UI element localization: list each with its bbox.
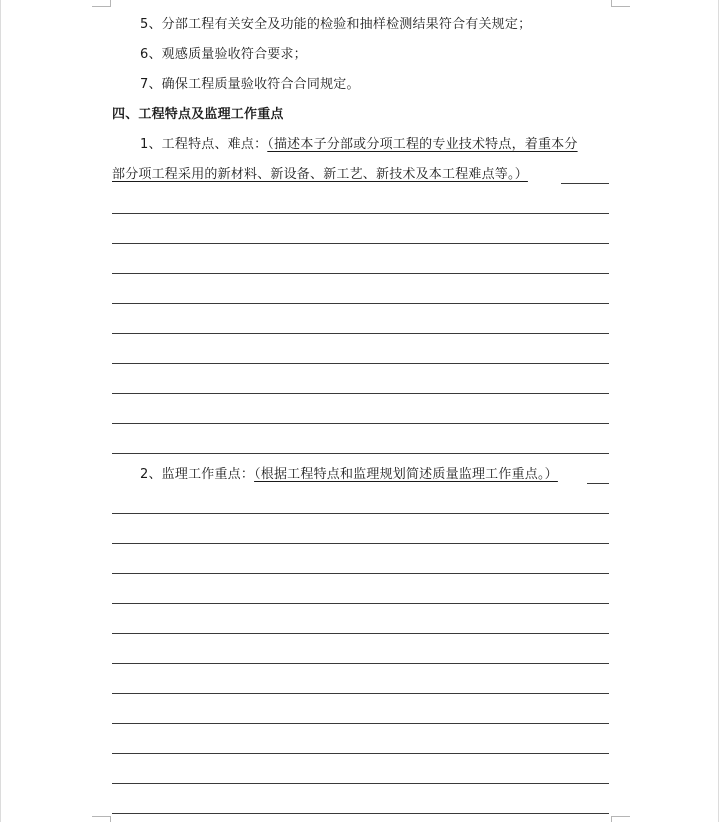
fill-line[interactable] [112,213,609,214]
point-2-line [140,465,558,485]
fill-line[interactable] [112,633,609,634]
fill-line[interactable] [112,753,609,754]
list-item-5: 5、分部工程有关安全及功能的检验和抽样检测结果符合有关规定； [140,17,532,32]
list-item-6: 6、观感质量验收符合要求； [140,47,307,62]
section-heading: 四、工程特点及监理工作重点 [112,107,284,122]
fill-line[interactable] [112,693,609,694]
fill-line [561,183,609,184]
fill-line[interactable] [112,273,609,274]
crop-mark-bottom-right [611,816,612,822]
fill-line[interactable] [112,813,609,814]
fill-line[interactable] [112,393,609,394]
fill-line[interactable] [112,513,609,514]
point-2-hint: （根据工程特点和监理规划简述质量监理工作重点。） [254,467,558,482]
fill-line[interactable] [112,453,609,454]
fill-line[interactable] [112,423,609,424]
point-1-hint-line-1: （描述本子分部或分项工程的专业技术特点，着重本分 [267,137,578,152]
fill-line[interactable] [112,543,609,544]
point-2-label: 2、监理工作重点： [140,467,255,482]
fill-line[interactable] [112,783,609,784]
crop-mark-top-left [92,6,110,7]
fill-line[interactable] [112,663,609,664]
crop-mark-top-right [612,6,630,7]
fill-line[interactable] [112,363,609,364]
fill-line[interactable] [112,603,609,604]
fill-line[interactable] [112,243,609,244]
crop-mark-bottom-right [612,816,630,817]
crop-mark-bottom-left [110,816,111,822]
fill-line[interactable] [112,303,609,304]
crop-mark-top-left [110,0,111,7]
point-1-label: 1、工程特点、难点： [140,137,268,152]
fill-line[interactable] [112,723,609,724]
list-item-7: 7、确保工程质量验收符合合同规定。 [140,77,360,92]
fill-line [587,483,609,484]
fill-line[interactable] [112,333,609,334]
point-1-hint-line-2: 部分项工程采用的新材料、新设备、新工艺、新技术及本工程难点等。） [112,167,528,182]
point-1-line-2 [112,165,528,185]
crop-mark-bottom-left [92,816,110,817]
point-1-line-1 [140,135,578,155]
crop-mark-top-right [611,0,612,7]
fill-line[interactable] [112,573,609,574]
